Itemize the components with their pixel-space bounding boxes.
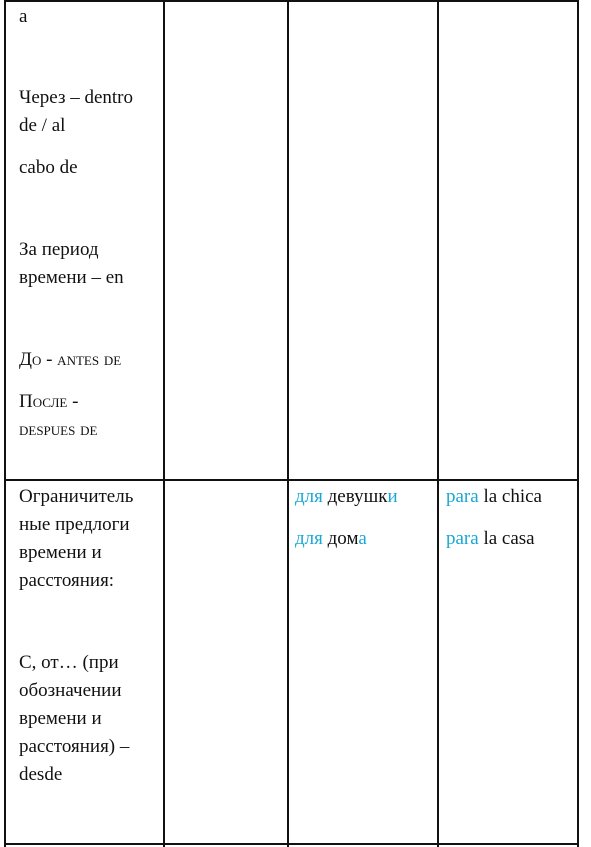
example-ru-2 bbox=[295, 525, 435, 553]
example-es-2 bbox=[446, 525, 576, 553]
do-line: До - antes de bbox=[19, 349, 122, 370]
word-ending: а bbox=[358, 528, 367, 549]
since-line2: обозначении bbox=[19, 680, 122, 701]
preposition-dlya: для bbox=[295, 528, 323, 549]
preposition-para: para bbox=[446, 528, 479, 549]
limit-line4: расстояния: bbox=[19, 570, 115, 591]
word-stem: дом bbox=[322, 528, 359, 549]
since-line5: desde bbox=[19, 764, 63, 785]
table-border-col2 bbox=[163, 0, 165, 847]
table-border-right bbox=[577, 0, 579, 847]
preposition-para: para bbox=[446, 486, 479, 507]
table-border-top bbox=[4, 0, 579, 2]
posle-line2: despues de bbox=[19, 419, 98, 440]
row1-col1-cell bbox=[19, 3, 161, 444]
cherez-line1: Через – dentro bbox=[19, 87, 133, 108]
table-border-left bbox=[4, 0, 6, 847]
text-a: a bbox=[19, 6, 28, 27]
phrase-rest: la casa bbox=[478, 528, 535, 549]
limit-line3: времени и bbox=[19, 542, 102, 563]
period-line2: времени – en bbox=[19, 267, 124, 288]
table-row-divider bbox=[4, 479, 579, 481]
posle-line1: После - bbox=[19, 391, 79, 412]
phrase-rest: la chica bbox=[478, 486, 542, 507]
table-border-bottom bbox=[4, 843, 579, 845]
row2-col1-cell bbox=[19, 483, 161, 789]
example-ru-1 bbox=[295, 483, 435, 511]
table-border-col4 bbox=[437, 0, 439, 847]
table-border-col3 bbox=[287, 0, 289, 847]
preposition-dlya: для bbox=[295, 486, 323, 507]
example-es-1 bbox=[446, 483, 576, 511]
row2-col4-cell bbox=[446, 483, 576, 553]
limit-line1: Ограничитель bbox=[19, 486, 134, 507]
limit-line2: ные предлоги bbox=[19, 514, 130, 535]
since-line3: времени и bbox=[19, 708, 102, 729]
period-line1: За период bbox=[19, 239, 99, 260]
cherez-line3: cabo de bbox=[19, 157, 78, 178]
word-ending: и bbox=[387, 486, 398, 507]
since-line4: расстояния) – bbox=[19, 736, 130, 757]
cherez-line2: de / al bbox=[19, 115, 66, 136]
since-line1: С, от… (при bbox=[19, 652, 119, 673]
word-stem: девушк bbox=[322, 486, 388, 507]
row2-col3-cell bbox=[295, 483, 435, 553]
